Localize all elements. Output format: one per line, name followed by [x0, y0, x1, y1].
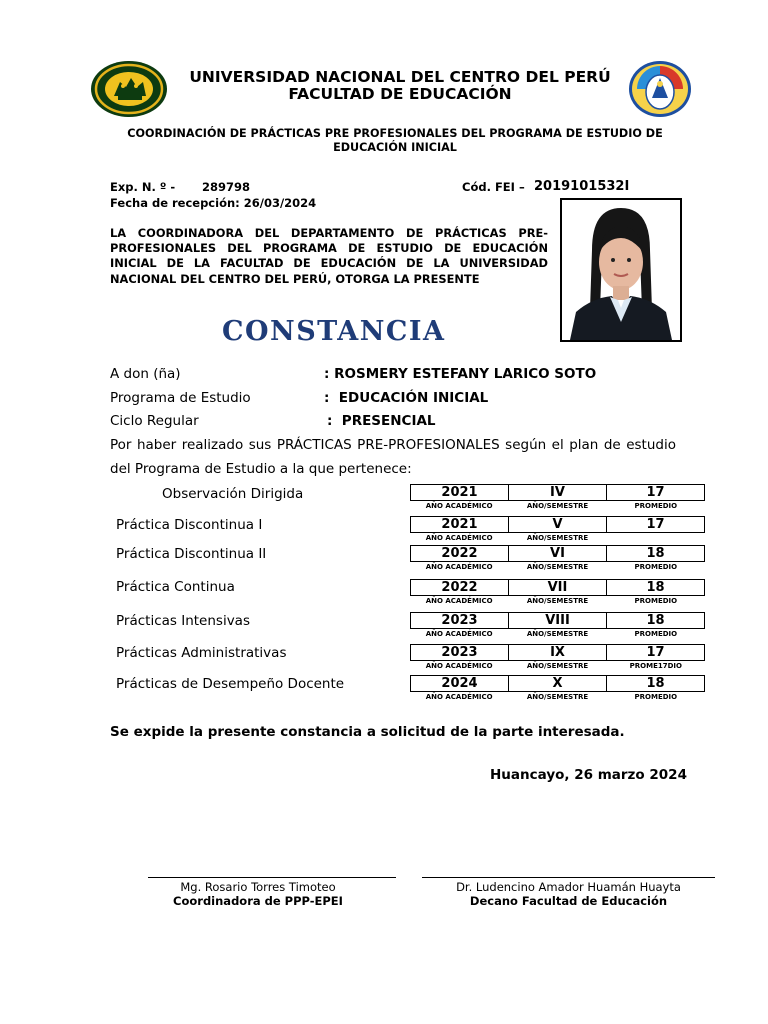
signatory-role: Coordinadora de PPP-EPEI [173, 894, 343, 908]
cycle-value: : PRESENCIAL [327, 413, 436, 429]
grade-caption: PROMEDIO [634, 502, 678, 510]
grade-cell: 18 [646, 676, 665, 691]
practice-grade-table [410, 579, 705, 605]
year-cell: 2022 [411, 546, 509, 561]
year-cell: 2021 [411, 485, 509, 500]
university-name: UNIVERSIDAD NACIONAL DEL CENTRO DEL PERÚ [189, 68, 611, 86]
semester-caption: AÑO/SEMESTRE [526, 597, 589, 605]
semester-caption: AÑO/SEMESTRE [526, 534, 589, 542]
document-title: CONSTANCIA [222, 316, 446, 347]
cod-value: 2019101532I [534, 179, 630, 194]
semester-cell: V [509, 517, 607, 532]
practice-label: Observación Dirigida [162, 486, 304, 502]
closing-statement: Se expide la presente constancia a solicitud de la parte interesada. [110, 724, 625, 740]
signatory-name: Mg. Rosario Torres Timoteo [180, 880, 336, 894]
practice-grade-table [410, 675, 705, 701]
year-caption: AÑO ACADÉMICO [425, 693, 493, 701]
semester-cell: IX [509, 645, 607, 660]
practice-label: Práctica Discontinua I [116, 517, 263, 533]
semester-caption: AÑO/SEMESTRE [526, 502, 589, 510]
exp-label: Exp. N. º - [110, 180, 176, 194]
year-caption: AÑO ACADÉMICO [425, 662, 493, 670]
signature-block-dean [422, 880, 715, 908]
semester-caption: AÑO/SEMESTRE [526, 630, 589, 638]
signature-line [422, 877, 715, 878]
year-caption: AÑO ACADÉMICO [425, 502, 493, 510]
year-cell: 2023 [411, 645, 509, 660]
exp-number: 289798 [202, 180, 251, 194]
coordination-heading: COORDINACIÓN DE PRÁCTICAS PRE PROFESIONALES DEL PROGRAMA DE ESTUDIO DE EDUCACIÓN INICIAL [127, 127, 663, 154]
grade-cell: 18 [646, 546, 665, 561]
grade-cell: 17 [646, 485, 665, 500]
year-cell: 2024 [411, 676, 509, 691]
student-photo [560, 198, 682, 342]
signatory-role: Decano Facultad de Educación [469, 894, 668, 908]
name-label: A don (ña) [110, 366, 181, 382]
practice-label: Prácticas Intensivas [116, 613, 250, 629]
faculty-name: FACULTAD DE EDUCACIÓN [288, 85, 512, 103]
practice-grade-table [410, 516, 705, 542]
practice-grade-table [410, 545, 705, 571]
grade-cell: 17 [646, 517, 665, 532]
program-value: : EDUCACIÓN INICIAL [324, 390, 489, 406]
practice-grade-table [410, 612, 705, 638]
year-cell: 2022 [411, 580, 509, 595]
grade-caption [607, 534, 705, 542]
practice-label: Práctica Continua [116, 579, 235, 595]
practice-grade-table [410, 644, 705, 670]
semester-cell: VIII [509, 613, 607, 628]
year-cell: 2021 [411, 517, 509, 532]
semester-cell: VI [509, 546, 607, 561]
year-cell: 2023 [411, 613, 509, 628]
practice-label: Prácticas Administrativas [116, 645, 287, 661]
year-caption: AÑO ACADÉMICO [425, 630, 493, 638]
place-date: Huancayo, 26 marzo 2024 [490, 767, 687, 783]
signature-line [148, 877, 396, 878]
semester-cell: VII [509, 580, 607, 595]
semester-caption: AÑO/SEMESTRE [526, 563, 589, 571]
signature-block-coordinator [148, 880, 368, 908]
semester-cell: X [509, 676, 607, 691]
grade-caption: PROMEDIO [634, 563, 678, 571]
reception-date: Fecha de recepción: 26/03/2024 [110, 196, 317, 210]
semester-caption: AÑO/SEMESTRE [526, 693, 589, 701]
cycle-label: Ciclo Regular [110, 413, 199, 429]
practice-grade-table [410, 484, 705, 510]
grade-caption: PROMEDIO [634, 630, 678, 638]
grade-cell: 18 [646, 613, 665, 628]
cod-label: Cód. FEI – [462, 180, 525, 194]
grade-caption: PROME17DIO [629, 662, 682, 670]
semester-caption: AÑO/SEMESTRE [526, 662, 589, 670]
intro-paragraph: LA COORDINADORA DEL DEPARTAMENTO DE PRÁCTICAS PRE-PROFESIONALES DEL PROGRAMA DE ESTUDIO DE EDUCACIÓN INICIAL DE LA FACULTAD DE EDUCACIÓN DE LA UNIVERSIDAD NACIONAL DEL CENTRO DEL PERÚ, OTORGA LA PRESENTE [110, 226, 548, 286]
name-value: : ROSMERY ESTEFANY LARICO SOTO [324, 366, 597, 382]
program-label: Programa de Estudio [110, 390, 251, 406]
year-caption: AÑO ACADÉMICO [425, 563, 493, 571]
practice-label: Práctica Discontinua II [116, 546, 267, 562]
year-caption: AÑO ACADÉMICO [425, 534, 493, 542]
practices-paragraph: Por haber realizado sus PRÁCTICAS PRE-PROFESIONALES según el plan de estudio del Programa de Estudio a la que pertenece: [110, 437, 676, 477]
practice-label: Prácticas de Desempeño Docente [116, 676, 345, 692]
grade-cell: 17 [646, 645, 665, 660]
grade-caption: PROMEDIO [634, 597, 678, 605]
semester-cell: IV [509, 485, 607, 500]
year-caption: AÑO ACADÉMICO [425, 597, 493, 605]
signatory-name: Dr. Ludencino Amador Huamán Huayta [456, 880, 681, 894]
grade-cell: 18 [646, 580, 665, 595]
grade-caption: PROMEDIO [634, 693, 678, 701]
